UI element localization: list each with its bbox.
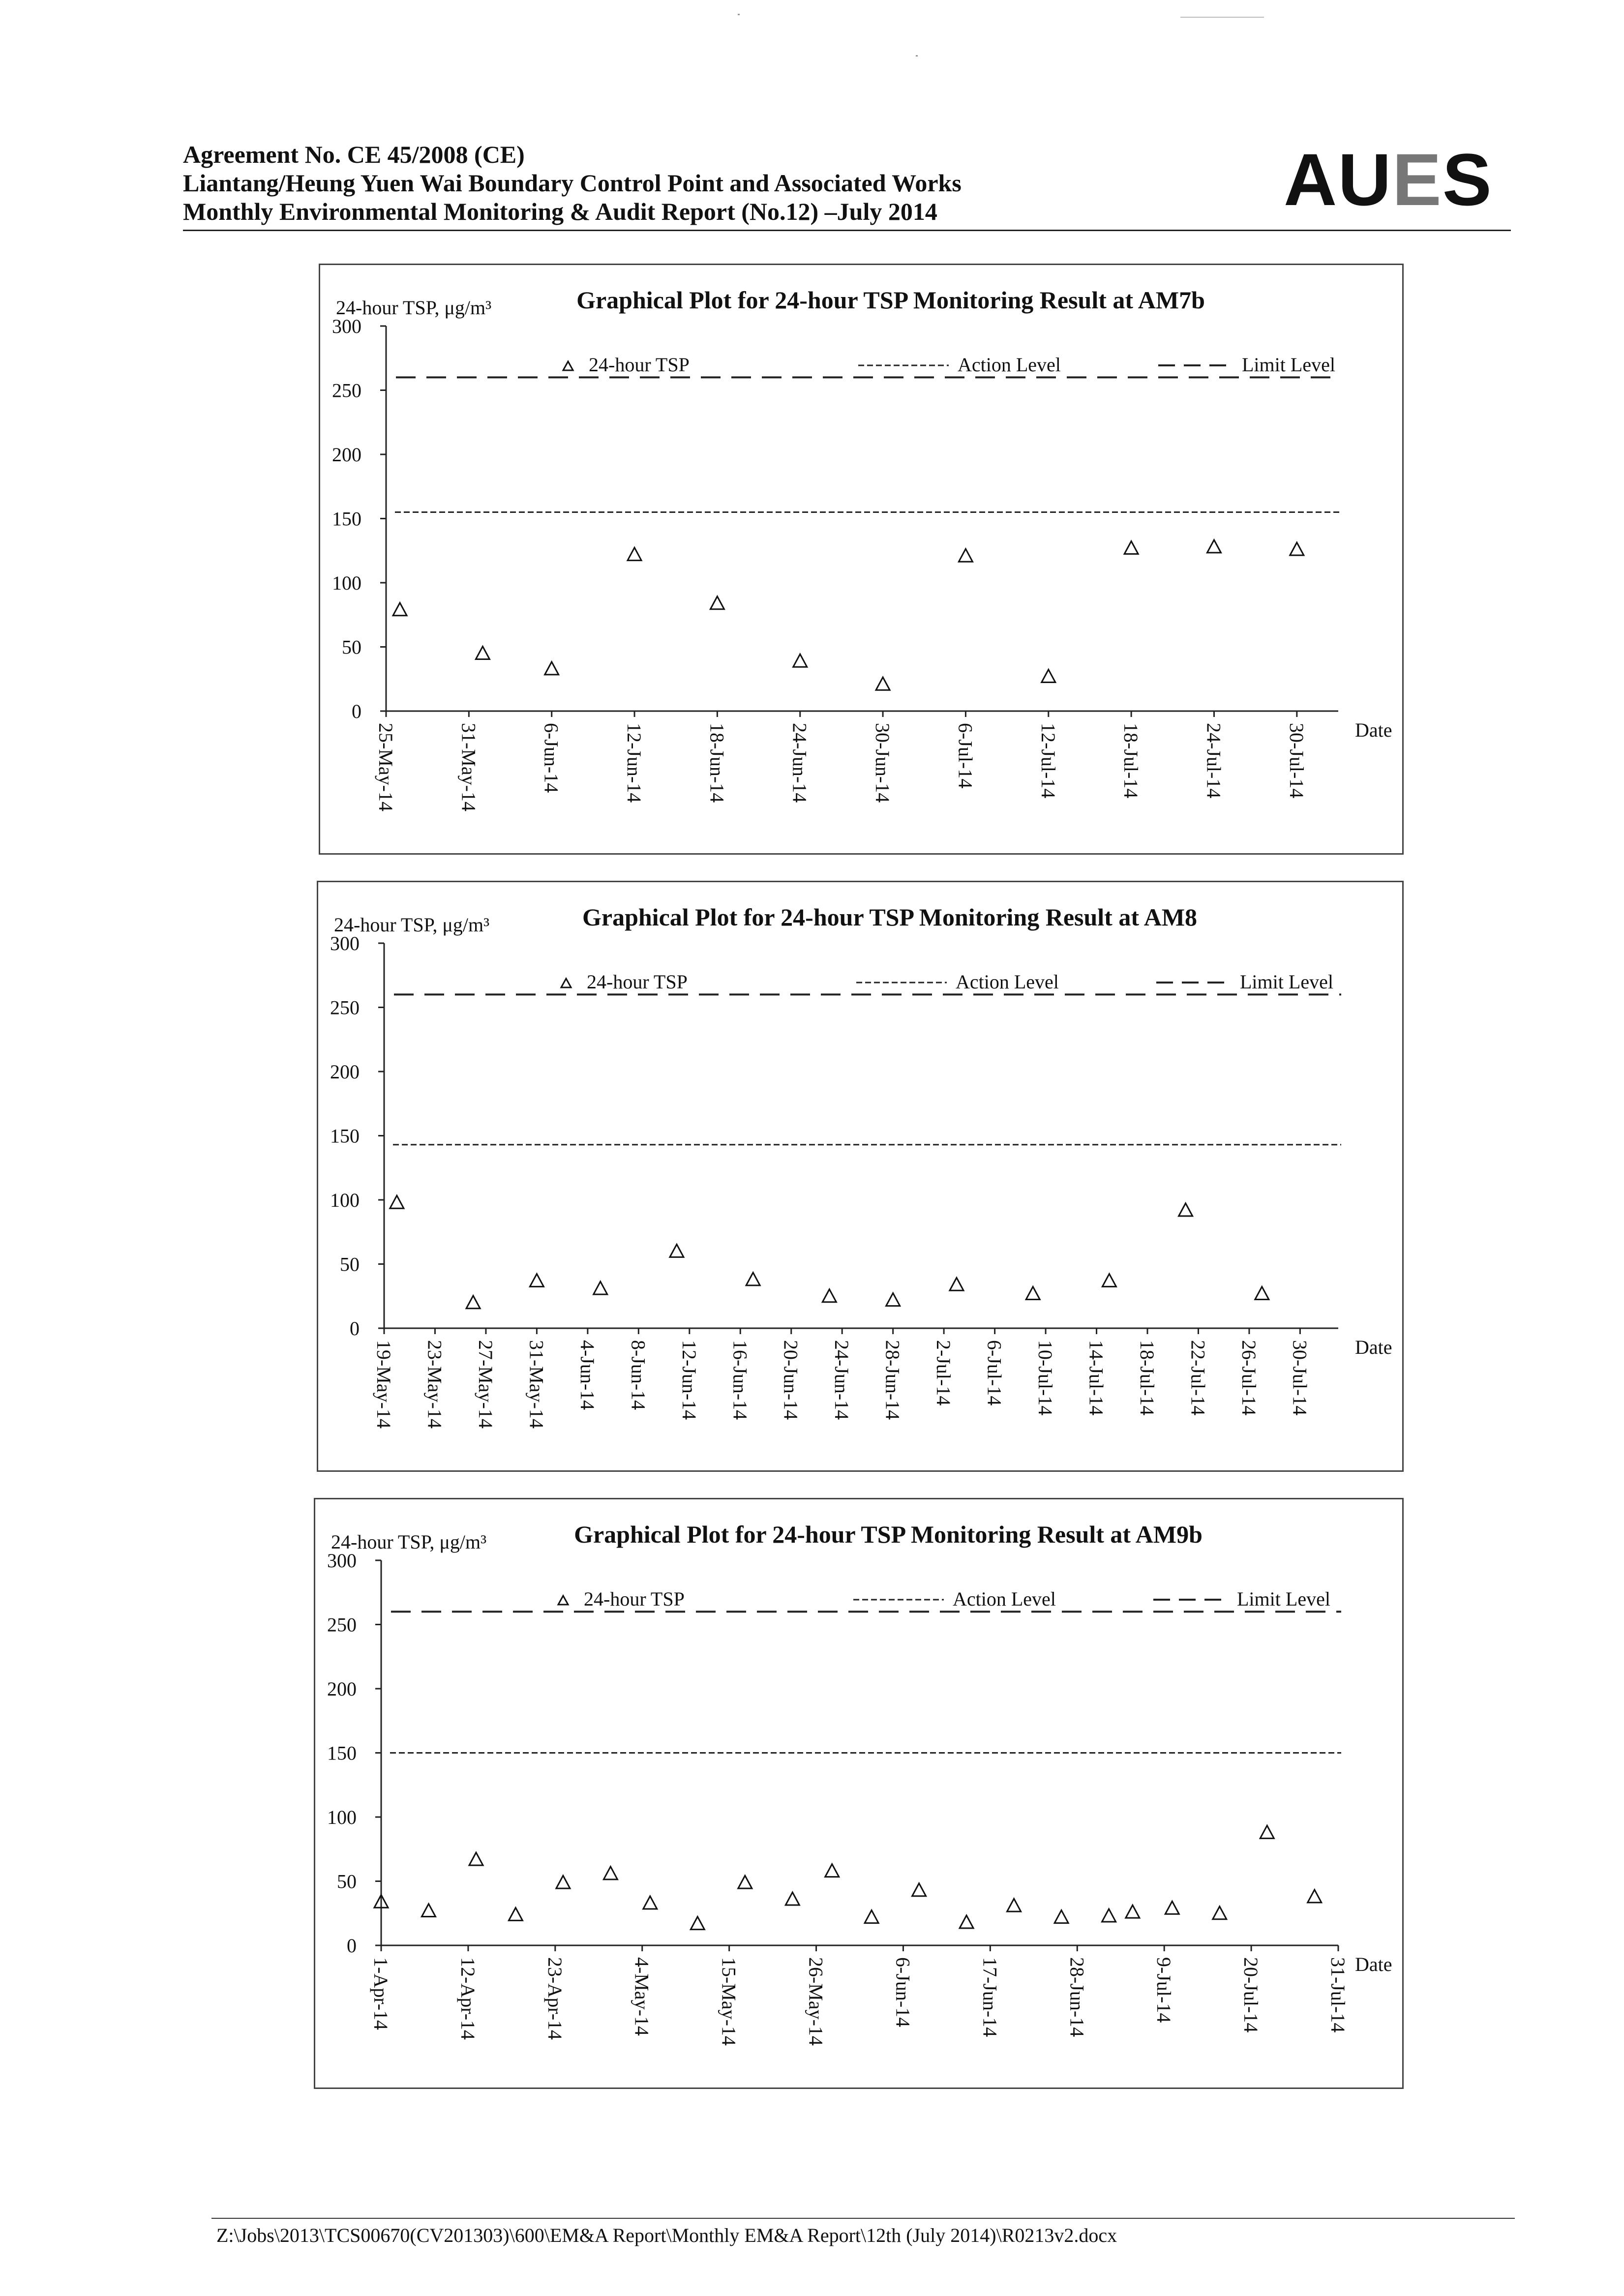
y-tick-label: 250	[332, 379, 361, 402]
tsp-data-point	[1102, 1909, 1116, 1922]
tsp-data-point	[822, 1289, 836, 1302]
tsp-data-point	[670, 1244, 684, 1257]
chart-title: Graphical Plot for 24-hour TSP Monitoring Result at AM8	[582, 903, 1198, 931]
y-tick-label: 50	[340, 1253, 360, 1276]
x-tick-label: 12-Jun-14	[678, 1340, 700, 1420]
x-tick-label: 31-May-14	[525, 1340, 548, 1429]
x-tick-label: 4-Jun-14	[576, 1340, 599, 1410]
x-tick-label: 12-Jun-14	[623, 723, 646, 803]
y-axis-label: 24-hour TSP, μg/m³	[334, 914, 490, 936]
tsp-data-point	[1026, 1287, 1040, 1300]
tsp-data-point	[1054, 1910, 1068, 1923]
report-title: Monthly Environmental Monitoring & Audit Report (No.12) –July 2014	[183, 198, 937, 225]
x-tick-label: 17-Jun-14	[979, 1957, 1001, 2037]
x-tick-label: 18-Jun-14	[706, 723, 728, 803]
y-tick-label: 50	[337, 1870, 357, 1893]
scan-speck	[916, 55, 918, 57]
legend-triangle-marker	[561, 979, 571, 987]
x-tick-label: 9-Jul-14	[1153, 1957, 1175, 2023]
tsp-data-point	[509, 1908, 522, 1920]
tsp-data-point	[594, 1282, 607, 1294]
legend-action-label: Action Level	[953, 1588, 1056, 1610]
x-tick-label: 4-May-14	[631, 1957, 653, 2036]
tsp-data-point	[950, 1278, 963, 1290]
x-tick-label: 28-Jun-14	[1066, 1957, 1088, 2037]
x-tick-label: 16-Jun-14	[729, 1340, 752, 1420]
x-tick-label: 20-Jun-14	[780, 1340, 802, 1420]
tsp-data-point	[710, 596, 724, 609]
y-tick-label: 100	[327, 1806, 357, 1828]
tsp-data-point	[530, 1274, 543, 1286]
chart-svg	[315, 1499, 1402, 2087]
project-title: Liantang/Heung Yuen Wai Boundary Control Point and Associated Works	[183, 169, 962, 197]
scan-speck	[1180, 17, 1264, 18]
y-tick-label: 100	[330, 1189, 360, 1211]
y-tick-label: 0	[347, 1935, 357, 1957]
tsp-data-point	[469, 1852, 483, 1865]
x-tick-label: 12-Apr-14	[456, 1957, 479, 2040]
tsp-data-point	[1007, 1899, 1021, 1911]
x-tick-label: 15-May-14	[718, 1957, 740, 2046]
x-tick-label: 24-Jun-14	[831, 1340, 853, 1420]
y-axis-label: 24-hour TSP, μg/m³	[336, 297, 492, 319]
x-tick-label: 1-Apr-14	[370, 1957, 392, 2030]
chart-am7b	[319, 264, 1404, 855]
legend-limit-label: Limit Level	[1237, 1588, 1330, 1610]
tsp-data-point	[1213, 1907, 1227, 1919]
x-tick-label: 26-Jul-14	[1237, 1340, 1260, 1416]
legend-tsp-label: 24-hour TSP	[589, 354, 690, 376]
x-tick-label: 19-May-14	[373, 1340, 395, 1429]
x-tick-label: 30-Jul-14	[1289, 1340, 1311, 1416]
y-tick-label: 150	[332, 507, 361, 530]
tsp-data-point	[1308, 1890, 1322, 1903]
tsp-data-point	[1179, 1203, 1193, 1216]
x-tick-label: 14-Jul-14	[1085, 1340, 1108, 1416]
x-tick-label: 30-Jun-14	[872, 723, 894, 803]
x-tick-label: 20-Jul-14	[1240, 1957, 1263, 2033]
x-tick-label: 6-Jul-14	[954, 723, 977, 789]
x-tick-label: 8-Jun-14	[627, 1340, 650, 1410]
y-tick-label: 0	[352, 700, 361, 722]
chart-am8	[317, 881, 1404, 1472]
x-tick-label: 31-Jul-14	[1327, 1957, 1349, 2033]
agreement-number: Agreement No. CE 45/2008 (CE)	[183, 141, 525, 168]
x-tick-label: 28-Jun-14	[881, 1340, 904, 1420]
tsp-data-point	[1255, 1287, 1269, 1300]
chart-am9b	[314, 1498, 1404, 2089]
x-tick-label: 6-Jun-14	[892, 1957, 914, 2028]
tsp-data-point	[865, 1910, 878, 1923]
y-tick-label: 0	[350, 1317, 360, 1340]
tsp-data-point	[825, 1864, 839, 1877]
legend-triangle-marker	[558, 1596, 568, 1605]
tsp-data-point	[1165, 1901, 1179, 1914]
tsp-data-point	[959, 549, 972, 562]
chart-title: Graphical Plot for 24-hour TSP Monitoring Result at AM7b	[576, 286, 1205, 314]
header-rule	[183, 230, 1511, 231]
tsp-data-point	[390, 1195, 404, 1208]
x-tick-label: 23-May-14	[423, 1340, 446, 1429]
x-tick-label: 18-Jul-14	[1120, 723, 1143, 799]
tsp-data-point	[603, 1867, 617, 1879]
y-tick-label: 300	[327, 1550, 357, 1572]
tsp-data-point	[556, 1876, 570, 1888]
y-tick-label: 50	[342, 636, 361, 658]
tsp-data-point	[545, 662, 559, 675]
tsp-data-point	[886, 1293, 900, 1306]
x-axis-label: Date	[1355, 1953, 1392, 1975]
tsp-data-point	[476, 647, 489, 659]
tsp-data-point	[1126, 1905, 1140, 1918]
y-tick-label: 150	[327, 1742, 357, 1764]
x-tick-label: 22-Jul-14	[1187, 1340, 1209, 1416]
x-axis-label: Date	[1355, 719, 1392, 741]
tsp-data-point	[1290, 542, 1304, 555]
tsp-data-point	[393, 603, 407, 616]
x-tick-label: 24-Jun-14	[788, 723, 811, 803]
footer-rule	[211, 2218, 1515, 2219]
y-tick-label: 200	[330, 1061, 360, 1083]
legend-limit-label: Limit Level	[1240, 971, 1333, 993]
x-tick-label: 23-Apr-14	[543, 1957, 566, 2040]
tsp-data-point	[738, 1876, 752, 1888]
x-tick-label: 31-May-14	[457, 723, 480, 811]
x-tick-label: 6-Jun-14	[540, 723, 563, 793]
y-tick-label: 150	[330, 1125, 360, 1147]
y-axis-label: 24-hour TSP, μg/m³	[331, 1531, 487, 1553]
tsp-data-point	[466, 1296, 480, 1309]
tsp-data-point	[746, 1273, 760, 1285]
x-axis-label: Date	[1355, 1336, 1392, 1358]
tsp-data-point	[876, 677, 890, 690]
x-tick-label: 12-Jul-14	[1037, 723, 1059, 799]
x-tick-label: 30-Jul-14	[1285, 723, 1308, 799]
x-tick-label: 26-May-14	[805, 1957, 827, 2046]
tsp-data-point	[785, 1892, 799, 1905]
x-tick-label: 18-Jul-14	[1136, 1340, 1158, 1416]
chart-svg	[318, 882, 1402, 1470]
x-tick-label: 27-May-14	[474, 1340, 497, 1429]
aues-logo: AUES	[1284, 138, 1493, 221]
x-tick-label: 2-Jul-14	[932, 1340, 955, 1406]
tsp-data-point	[960, 1915, 973, 1928]
tsp-data-point	[643, 1896, 657, 1909]
legend-action-label: Action Level	[958, 354, 1061, 376]
y-tick-label: 300	[330, 932, 360, 954]
chart-title: Graphical Plot for 24-hour TSP Monitoring Result at AM9b	[574, 1521, 1203, 1548]
y-tick-label: 200	[327, 1678, 357, 1700]
chart-svg	[320, 265, 1402, 853]
y-tick-label: 250	[330, 996, 360, 1019]
y-tick-label: 100	[332, 572, 361, 594]
tsp-data-point	[1207, 540, 1221, 553]
legend-triangle-marker	[563, 361, 573, 370]
scan-speck	[738, 14, 740, 15]
tsp-data-point	[1102, 1274, 1116, 1286]
x-tick-label: 25-May-14	[375, 723, 397, 811]
tsp-data-point	[628, 548, 641, 561]
legend-tsp-label: 24-hour TSP	[587, 971, 688, 993]
tsp-data-point	[912, 1883, 926, 1896]
tsp-data-point	[691, 1917, 704, 1930]
tsp-data-point	[1260, 1825, 1274, 1838]
file-path: Z:\Jobs\2013\TCS00670(CV201303)\600\EM&A Report\Monthly EM&A Report\12th (July 2014)\R0213v2.docx	[216, 2224, 1117, 2246]
tsp-data-point	[1124, 541, 1138, 554]
x-tick-label: 6-Jul-14	[983, 1340, 1006, 1406]
tsp-data-point	[793, 654, 807, 667]
legend-limit-label: Limit Level	[1242, 354, 1335, 376]
legend-action-label: Action Level	[956, 971, 1059, 993]
x-tick-label: 24-Jul-14	[1203, 723, 1225, 799]
y-tick-label: 200	[332, 444, 361, 466]
tsp-data-point	[421, 1904, 435, 1917]
y-tick-label: 300	[332, 315, 361, 337]
tsp-data-point	[1042, 670, 1055, 683]
y-tick-label: 250	[327, 1613, 357, 1636]
legend-tsp-label: 24-hour TSP	[584, 1588, 685, 1610]
x-tick-label: 10-Jul-14	[1034, 1340, 1057, 1416]
